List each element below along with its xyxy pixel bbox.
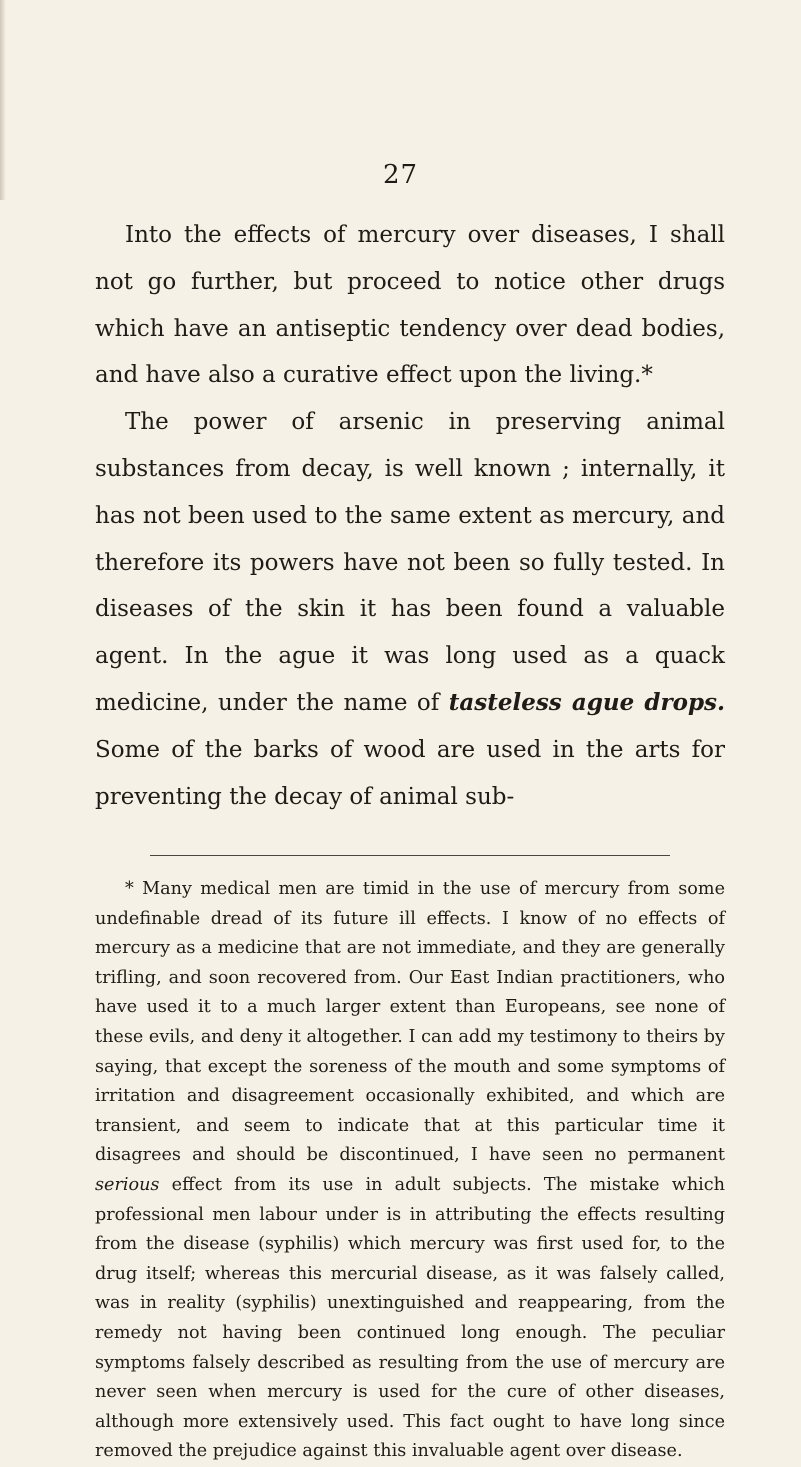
footnote-paragraph bbox=[95, 875, 725, 1467]
paragraph-arsenic bbox=[95, 399, 725, 820]
footnote-text-end: effect from its use in adult subjects. The mistake which professional men labour under is in attributing the effects resulting from the disease (syphilis) which mercury was first used for, to the drug itself; whereas this mercurial disease, as it was falsely called, was in reality (syphilis) unextinguished and reappearing, from the remedy not having been continued long enough. The peculiar symptoms falsely described as resulting from the use of mercury are never seen when mercury is used for the cure of other diseases, although more extensively used. This fact ought to have long since removed the prejudice against this invaluable agent over disease. bbox=[95, 1174, 725, 1462]
paragraph-arsenic-text-end: Some of the barks of wood are used in the arts for preventing the decay of animal sub- bbox=[95, 736, 725, 810]
footnote-text-start: Many medical men are timid in the use of mercury from some undefinable dread of its future ill effects. I know of no effects of mercury as a medicine that are not immediate, and they are generally trifling, and soon recovered from. Our East Indian practitioners, who have used it to a much larger extent than Europeans, see none of these evils, and deny it altogether. I can add my testimony to theirs by saying, that except the soreness of the mouth and some symptoms of irritation and disagreement occasionally exhibited, and which are transient, and seem to indicate that at this particular time it disagrees and should be discontinued, I have seen no permanent bbox=[95, 879, 725, 1166]
paragraph-arsenic-text-start: The power of arsenic in preserving animal substances from decay, is well known ; internally, it has not been used to the same extent as mercury, and therefore its powers have not been so fully tested. In diseases of the skin it has been found a valuable agent. In the ague it was long used as a quack medicine, under the name of bbox=[95, 409, 725, 716]
paragraph-mercury: Into the effects of mercury over diseases, I shall not go further, but proceed to notice other drugs which have an antiseptic tendency over dead bodies, and have also a curative effect upon the living.* bbox=[95, 222, 725, 389]
footnote bbox=[95, 875, 725, 1467]
footnote-italic-serious: serious bbox=[95, 1174, 160, 1195]
main-text bbox=[95, 212, 725, 820]
italic-term-tasteless-ague-drops: tasteless ague drops. bbox=[448, 688, 725, 716]
footnote-separator-rule bbox=[150, 855, 670, 856]
page-number: 27 bbox=[382, 160, 419, 190]
footnote-marker: * bbox=[125, 879, 134, 899]
